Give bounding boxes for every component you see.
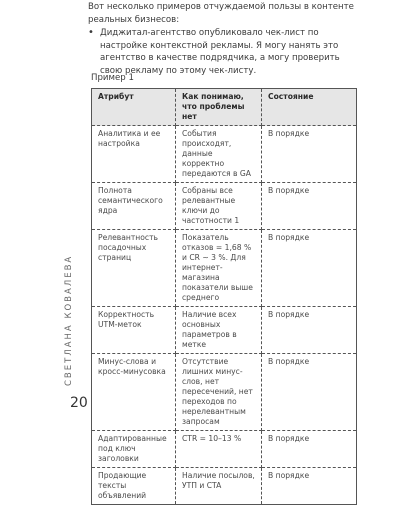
cell-attribute: Адаптированные под ключ заголовки — [92, 431, 176, 468]
cell-criterion: Наличие всех основных параметров в метке — [176, 307, 262, 354]
cell-status: В порядке — [262, 183, 357, 230]
table-header-row — [92, 89, 357, 126]
cell-attribute: Аналитика и ее настройка — [92, 126, 176, 183]
page-number: 20 — [70, 395, 88, 411]
header-criterion: Как понимаю, что проблемы нет — [176, 89, 262, 126]
bullet-text: Диджитал-агентство опубликовало чек-лист по настройке контекстной рекламы. Я могу нанять это агентство в качестве подрядчика, а могу проверить свою рекламу по этому чек-листу. — [100, 28, 340, 76]
cell-attribute: Продающие тексты объявлений — [92, 468, 176, 505]
cell-attribute: Полнота семантического ядра — [92, 183, 176, 230]
cell-attribute: Корректность UTM-меток — [92, 307, 176, 354]
cell-criterion: CTR = 10–13 % — [176, 431, 262, 468]
intro-paragraph: Вот несколько примеров отчуждаемой пользы в контенте реальных бизнесов: — [88, 2, 354, 25]
bullet-mark: • — [88, 27, 94, 38]
cell-criterion: Показатель отказов = 1,68 % и CR ~ 3 %. Для интернет-магазина показатели выше среднего — [176, 230, 262, 307]
table-row — [92, 126, 357, 183]
table-row — [92, 431, 357, 468]
checklist-table — [91, 88, 357, 505]
table-row — [92, 230, 357, 307]
cell-status: В порядке — [262, 307, 357, 354]
table-row — [92, 183, 357, 230]
cell-status: В порядке — [262, 230, 357, 307]
cell-criterion: Отсутствие лишних минус-слов, нет пересечений, нет переходов по нерелевантным запросам — [176, 354, 262, 431]
header-status: Состояние — [262, 89, 357, 126]
cell-criterion: Собраны все релевантные ключи до частотности 1 — [176, 183, 262, 230]
cell-criterion: События происходят, данные корректно передаются в GA — [176, 126, 262, 183]
cell-status: В порядке — [262, 126, 357, 183]
cell-status: В порядке — [262, 354, 357, 431]
table-row — [92, 468, 357, 505]
cell-attribute: Минус-слова и кросс-минусовка — [92, 354, 176, 431]
header-attribute: Атрибут — [92, 89, 176, 126]
table-row — [92, 307, 357, 354]
author-running-head: СВЕТЛАНА КОВАЛЕВА — [64, 254, 74, 386]
cell-criterion: Наличие посылов, УТП и CTA — [176, 468, 262, 505]
cell-attribute: Релевантность посадочных страниц — [92, 230, 176, 307]
table-row — [92, 354, 357, 431]
bullet-item — [88, 27, 356, 77]
cell-status: В порядке — [262, 468, 357, 505]
example-label: Пример 1 — [91, 73, 134, 83]
cell-status: В порядке — [262, 431, 357, 468]
